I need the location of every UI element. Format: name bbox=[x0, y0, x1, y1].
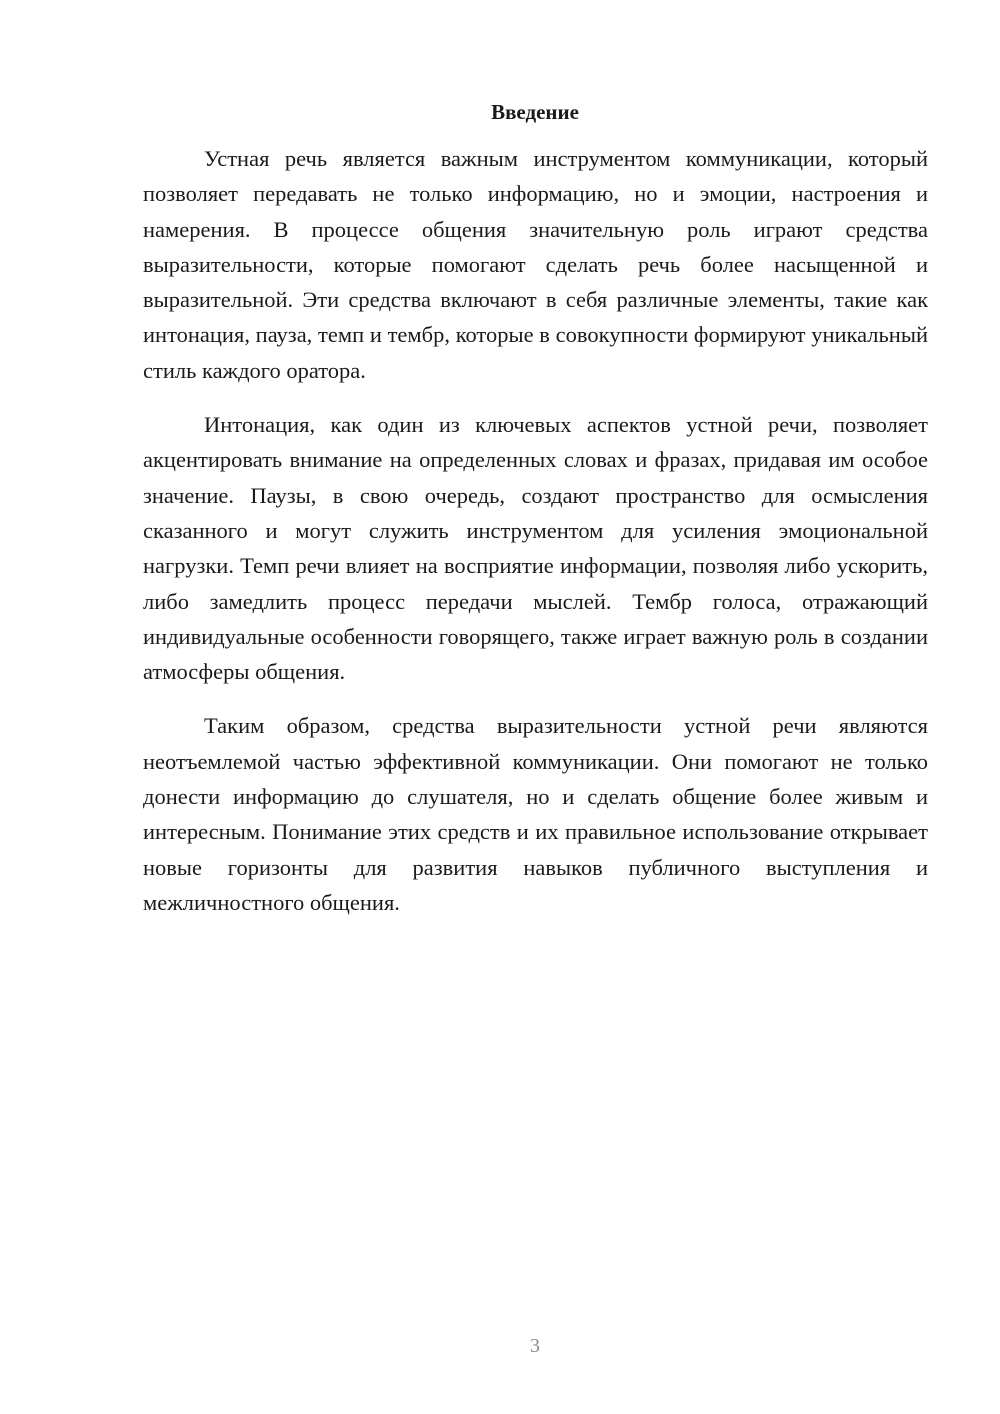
paragraph-2: Интонация, как один из ключевых аспектов устной речи, позволяет акцентировать внимание на определенных словах и фразах, придавая им особое значение. Паузы, в свою очередь, создают пространство для осмысления сказанного и могут служить инструментом для усиления эмоциональной нагрузки. Темп речи влияет на восприятие информации, позволяя либо ускорить, либо замедлить процесс передачи мыслей. Тембр голоса, отражающий индивидуальные особенности говорящего, также играет важную роль в создании атмосферы общения. bbox=[143, 412, 928, 685]
document-body bbox=[143, 141, 928, 939]
section-title: Введение bbox=[491, 100, 579, 124]
page-number: 3 bbox=[530, 1335, 540, 1357]
paragraph-1: Устная речь является важным инструментом коммуникации, который позволяет передавать не только информацию, но и эмоции, настроения и намерения. В процессе общения значительную роль играют средства выразительности, которые помогают сделать речь более насыщенной и выразительной. Эти средства включают в себя различные элементы, такие как интонация, пауза, темп и тембр, которые в совокупности формируют уникальный стиль каждого оратора. bbox=[143, 146, 928, 383]
paragraph-3: Таким образом, средства выразительности устной речи являются неотъемлемой частью эффективной коммуникации. Они помогают не только донести информацию до слушателя, но и сделать общение более живым и интересным. Понимание этих средств и их правильное использование открывает новые горизонты для развития навыков публичного выступления и межличностного общения. bbox=[143, 713, 928, 915]
